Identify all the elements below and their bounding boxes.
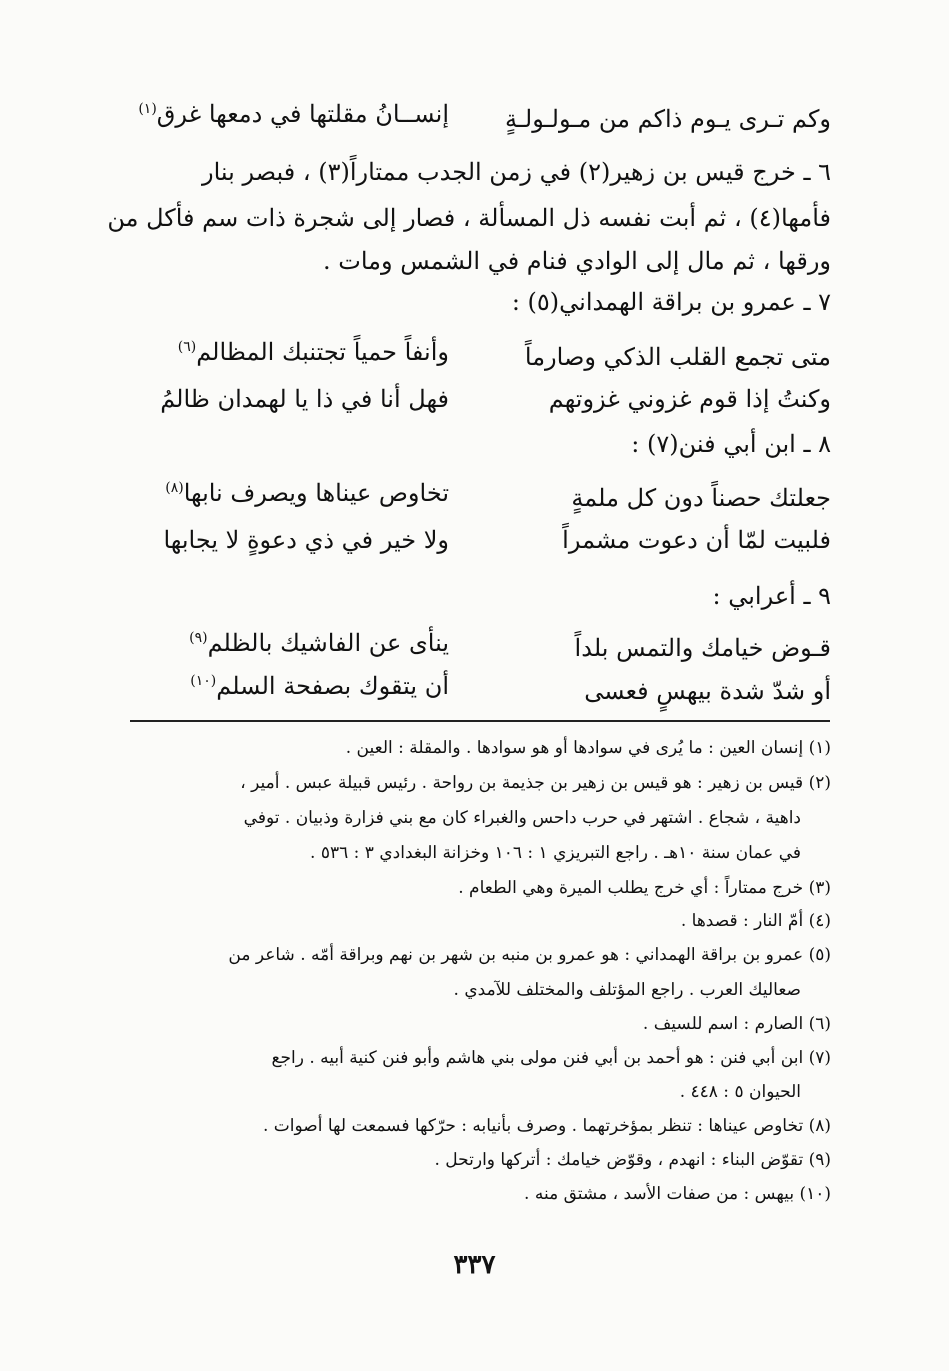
verse-7-second-hemistich: أن يتقوك بصفحة السلم$^{(١٠)}$ bbox=[190, 672, 449, 700]
section-7-heading: ٧ ـ عمرو بن براقة الهمداني(٥) : bbox=[511, 288, 831, 316]
footnote-7-line-2: الحيوان ٥ : ٤٤٨ . bbox=[679, 1082, 801, 1102]
verse-7-first-hemistich: أو شدّ شدة بيهسٍ فعسى bbox=[584, 677, 831, 705]
footnote-7-line-1: (٧) ابن أبي فنن : هو أحمد بن أبي فنن مولى بني هاشم وأبو فنن كنية أبيه . راجع bbox=[271, 1048, 831, 1068]
verse-2-first-hemistich: متى تجمع القلب الذكي وصارماً bbox=[524, 343, 831, 371]
section-6-line-1: ٦ ـ خرج قيس بن زهير(٢) في زمن الجدب ممتاراً(٣) ، فبصر بنار bbox=[201, 158, 831, 186]
verse-1-second-hemistich: إنســانُ مقلتها في دمعها غرق$^{(١)}$ bbox=[138, 100, 449, 128]
footnote-2-line-2: داهية ، شجاع . اشتهر في حرب داحس والغبراء كان مع بني فزارة وذبيان . توفي bbox=[243, 808, 801, 828]
footnote-separator bbox=[130, 720, 830, 722]
footnote-6: (٦) الصارم : اسم للسيف . bbox=[642, 1014, 831, 1034]
footnote-3: (٣) خرج ممتاراً : أي خرج يطلب الميرة وهي الطعام . bbox=[458, 878, 831, 898]
footnote-5-line-1: (٥) عمرو بن براقة الهمداني : هو عمرو بن منبه بن شهر بن نهم وبراقة أمّه . شاعر من bbox=[228, 945, 831, 965]
footnote-8: (٨) تخاوص عيناها : تنظر بمؤخرتهما . وصرف بأنيابه : حرّكها فسمعت لها أصوات . bbox=[262, 1116, 831, 1136]
footnote-5-line-2: صعاليك العرب . راجع المؤتلف والمختلف للآمدي . bbox=[453, 980, 801, 1000]
verse-1-first-hemistich: وكم تـرى يـوم ذاكم من مـولـولـةٍ bbox=[505, 105, 831, 133]
page-number: ٣٣٧ bbox=[453, 1250, 496, 1280]
footnote-4: (٤) أمّ النار : قصدها . bbox=[680, 911, 831, 931]
footnote-1: (١) إنسان العين : ما يُرى في سوادها أو هو سوادها . والمقلة : العين . bbox=[345, 738, 831, 758]
verse-5-second-hemistich: ولا خير في ذي دعوةٍ لا يجابها bbox=[163, 526, 449, 554]
verse-5-first-hemistich: فلبيت لمّا أن دعوت مشمراً bbox=[562, 526, 831, 554]
verse-2-second-hemistich: وأنفاً حمياً تجتنبك المظالم$^{(٦)}$ bbox=[177, 338, 449, 366]
verse-6-second-hemistich: ينأى عن الفاشيك بالظلم$^{(٩)}$ bbox=[189, 629, 449, 657]
verse-3-first-hemistich: وكنتُ إذا قوم غزوني غزوتهم bbox=[548, 385, 831, 413]
verse-4-first-hemistich: جعلتك حصناً دون كل ملمةٍ bbox=[571, 484, 831, 512]
footnote-9: (٩) تقوّض البناء : انهدم ، وقوّض خيامك : أتركها وارتحل . bbox=[434, 1150, 831, 1170]
section-6-line-2: فأمها(٤) ، ثم أبت نفسه ذل المسألة ، فصار إلى شجرة ذات سم فأكل من bbox=[107, 204, 831, 232]
verse-6-first-hemistich: قـوض خيامك والتمس بلداً bbox=[574, 634, 831, 662]
footnote-2-line-1: (٢) قيس بن زهير : هو قيس بن زهير بن جذيمة بن رواحة . رئيس قبيلة عبس . أمير ، bbox=[240, 773, 831, 793]
footnote-10: (١٠) بيهس : من صفات الأسد ، مشتق منه . bbox=[524, 1184, 831, 1204]
verse-3-second-hemistich: فهل أنا في ذا يا لهمدان ظالمُ bbox=[160, 385, 449, 413]
footnote-2-line-3: في عمان سنة ١٠هـ . راجع التبريزي ١ : ١٠٦ وخزانة البغدادي ٣ : ٥٣٦ . bbox=[310, 843, 801, 863]
section-6-line-3: ورقها ، ثم مال إلى الوادي فنام في الشمس ومات . bbox=[322, 247, 831, 275]
section-8-heading: ٨ ـ ابن أبي فنن(٧) : bbox=[631, 430, 831, 458]
verse-4-second-hemistich: تخاوص عيناها ويصرف نابها$^{(٨)}$ bbox=[165, 479, 449, 507]
section-9-heading: ٩ ـ أعرابي : bbox=[712, 582, 831, 610]
